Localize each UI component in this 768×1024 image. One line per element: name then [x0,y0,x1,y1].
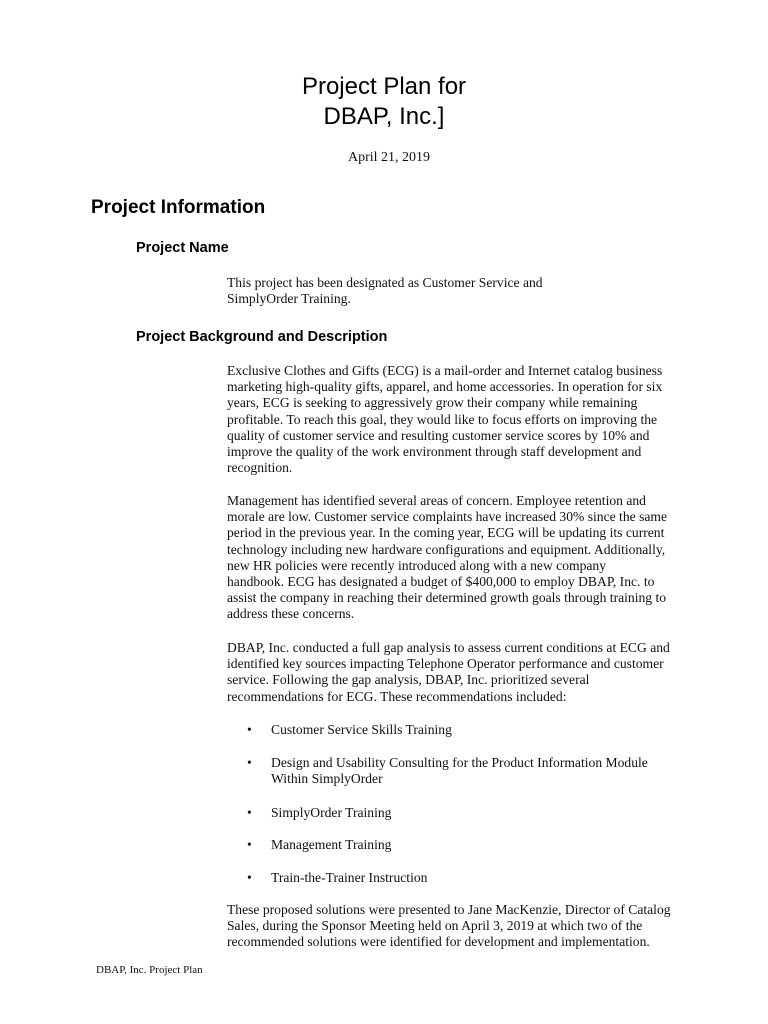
subheading-project-name: Project Name [136,240,229,256]
text-line: morale are low. Customer service complaints have increased 30% since the same [227,509,667,525]
list-item-text: Train-the-Trainer Instruction [271,870,428,885]
project-name-paragraph [227,275,687,307]
text-line: recognition. [227,460,293,476]
title-line-2: DBAP, Inc.] [323,103,445,130]
text-line: marketing high-quality gifts, apparel, and home accessories. In operation for six [227,379,663,395]
text-line: new HR policies were recently introduced along with a new company [227,557,606,573]
list-item-text: Management Training [271,837,392,852]
background-paragraph-4 [227,902,687,951]
background-paragraph-2 [227,493,687,623]
text-line: This project has been designated as Customer Service and [227,275,543,290]
section-heading-project-information: Project Information [91,197,266,218]
text-line: handbook. ECG has designated a budget of $400,000 to employ DBAP, Inc. to [227,574,655,590]
text-line: Management has identified several areas of concern. Employee retention and [227,493,646,508]
bullet-icon: • [247,805,252,820]
document-title [0,72,768,132]
text-line: years, ECG is seeking to aggressively grow their company while remaining [227,395,638,411]
text-line: technology including new hardware configurations and equipment. Additionally, [227,541,666,557]
text-line: period in the previous year. In the coming year, ECG will be updating its current [227,525,665,541]
bullet-icon: • [247,755,252,770]
list-item-text-line: Design and Usability Consulting for the Product Information Module [271,755,648,770]
subheading-project-background: Project Background and Description [136,329,388,345]
bullet-icon: • [247,837,252,852]
text-line: SimplyOrder Training. [227,291,351,307]
bullet-icon: • [247,722,252,737]
text-line: quality of customer service and resulting customer service scores by 10% and [227,427,650,443]
list-item-text: SimplyOrder Training [271,805,392,820]
text-line: Sales, during the Sponsor Meeting held on April 3, 2019 at which two of the [227,918,643,934]
text-line: profitable. To reach this goal, they would like to focus efforts on improving the [227,411,658,427]
text-line: improve the quality of the work environment through staff development and [227,444,642,460]
list-item-text: Customer Service Skills Training [271,722,452,737]
background-paragraph-1 [227,363,687,476]
background-paragraph-3 [227,640,687,705]
document-date: April 21, 2019 [347,150,431,165]
list-item-text [271,755,687,787]
text-line: identified key sources impacting Telephone Operator performance and customer [227,656,664,672]
text-line: recommendations for ECG. These recommendations included: [227,688,567,704]
text-line: service. Following the gap analysis, DBAP, Inc. prioritized several [227,672,590,688]
text-line: DBAP, Inc. conducted a full gap analysis to assess current conditions at ECG and [227,640,670,655]
bullet-icon: • [247,870,252,885]
text-line: address these concerns. [227,606,355,622]
text-line: recommended solutions were identified for development and implementation. [227,934,650,950]
text-line: assist the company in reaching their determined growth goals through training to [227,590,667,606]
page-footer: DBAP, Inc. Project Plan [96,964,203,976]
list-item-text-line: Within SimplyOrder [271,771,383,787]
text-line: These proposed solutions were presented to Jane MacKenzie, Director of Catalog [227,902,671,917]
title-line-1: Project Plan for [301,73,467,100]
text-line: Exclusive Clothes and Gifts (ECG) is a mail-order and Internet catalog business [227,363,663,378]
